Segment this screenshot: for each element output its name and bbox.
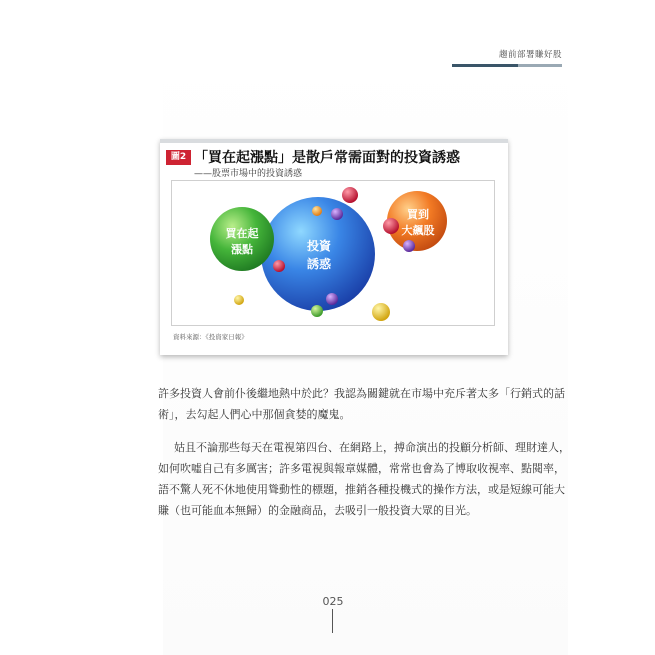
left-bubble-label-line1: 買在起: [225, 227, 259, 240]
small-bubble-red-left: [273, 260, 285, 272]
small-bubble-purple-top: [331, 208, 343, 220]
figure-title: 「買在起漲點」是散戶常需面對的投資誘惑: [194, 150, 460, 166]
small-bubble-yellow-right: [372, 303, 390, 321]
header-rule: [452, 64, 562, 67]
small-bubble-purple-right: [403, 240, 415, 252]
center-bubble-label-line1: 投資: [306, 239, 332, 253]
paragraph-2-text: 姑且不論那些每天在電視第四台、在網路上，搏命演出的投顧分析師、理財達人，如何吹噓自己有多厲害；許多電視與報章媒體，常常也會為了博取收視率、點閱率，語不驚人死不休地使用聳動性的標題，推銷各種投機式的操作方法，或是短線可能大賺（也可能血本無歸）的金融商品，去吸引一般投資大眾的目光。: [158, 441, 570, 517]
figure-badge: 圖2: [166, 150, 191, 165]
figure-source: 資料來源：《投資家日報》: [173, 333, 248, 341]
small-bubble-yellow-left: [234, 295, 244, 305]
small-bubble-amber: [312, 206, 322, 216]
paragraph-2: [158, 437, 570, 521]
small-bubble-purple-bottom: [326, 293, 338, 305]
center-bubble-label-line2: 誘惑: [306, 257, 332, 271]
figure-2: [160, 139, 508, 355]
running-header: 趨前部署賺好股: [498, 50, 562, 60]
bubble-diagram: [171, 180, 495, 326]
right-bubble-label-line2: 大飆股: [401, 224, 435, 237]
page-number-rule: [332, 609, 333, 633]
figure-top-bar: [160, 139, 508, 143]
figure-subtitle: ——股票市場中的投資誘惑: [194, 169, 303, 179]
right-bubble-label-line1: 買到: [407, 208, 429, 221]
small-bubble-red-top: [342, 187, 358, 203]
page-number: 025: [322, 595, 344, 608]
small-bubble-red-right: [383, 218, 399, 234]
bubble-svg: [172, 181, 496, 327]
paragraph-1: 許多投資人會前仆後繼地熱中於此？我認為關鍵就在市場中充斥著太多「行銷式的話術」，去勾起人們心中那個貪婪的魔鬼。: [158, 387, 565, 421]
small-bubble-green-bottom: [311, 305, 323, 317]
left-bubble-label-line2: 漲點: [231, 243, 253, 256]
